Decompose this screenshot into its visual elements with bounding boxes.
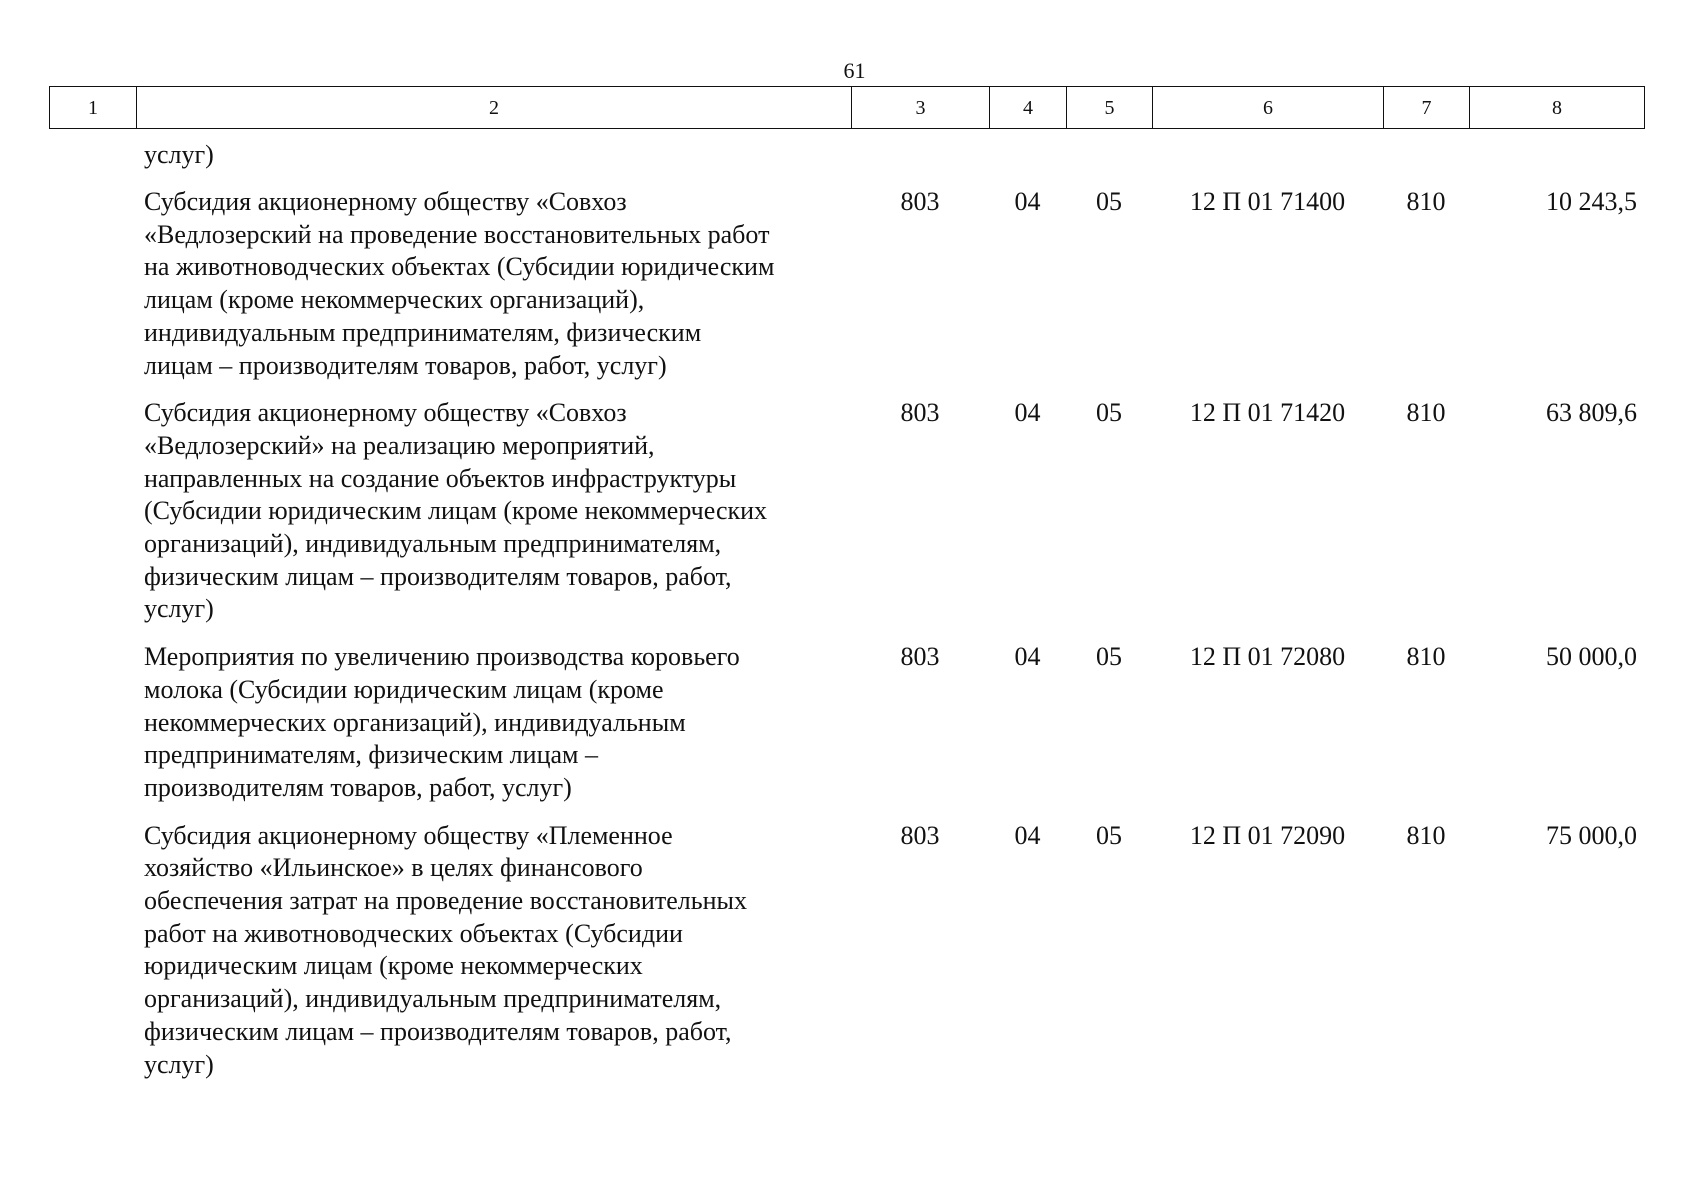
continuation-text: услуг) bbox=[144, 140, 214, 169]
description-line: услуг) bbox=[144, 594, 214, 624]
description-line: лицам (кроме некоммерческих организаций), bbox=[144, 285, 645, 315]
description-line: организаций), индивидуальным предпринимателям, bbox=[144, 529, 722, 559]
table-row bbox=[49, 397, 1645, 626]
row-ministry-code: 803 bbox=[900, 187, 940, 216]
row-ministry-code: 803 bbox=[900, 398, 940, 428]
description-line: лицам – производителям товаров, работ, услуг) bbox=[144, 350, 667, 380]
description-line: «Ведлозерский» на реализацию мероприятий, bbox=[144, 430, 655, 460]
row-description bbox=[136, 641, 851, 805]
description-line: Субсидия акционерному обществу «Совхоз bbox=[144, 187, 627, 216]
table-header bbox=[49, 86, 1645, 129]
description-line: предпринимателям, физическим лицам – bbox=[144, 740, 598, 770]
row-section-code: 04 bbox=[1014, 398, 1041, 428]
page-number: 61 bbox=[843, 58, 866, 83]
row-amount: 63 809,6 bbox=[1546, 398, 1637, 428]
row-cell-1 bbox=[49, 641, 136, 805]
table-row bbox=[49, 820, 1645, 1082]
row-cell-1 bbox=[49, 186, 136, 382]
table-body bbox=[49, 138, 1645, 1096]
table-row bbox=[49, 641, 1645, 805]
row-target-article-code: 12 П 01 72080 bbox=[1189, 642, 1346, 672]
description-line: направленных на создание объектов инфраструктуры bbox=[144, 463, 737, 493]
row-expense-type-code: 810 bbox=[1406, 820, 1446, 850]
header-cell-5: 5 bbox=[1067, 87, 1153, 128]
row-cell-1 bbox=[49, 820, 136, 1082]
description-line: (Субсидии юридическим лицам (кроме некоммерческих bbox=[144, 496, 768, 526]
row-description bbox=[136, 820, 851, 1082]
row-target-article-code: 12 П 01 71400 bbox=[1189, 187, 1346, 216]
header-cell-8: 8 bbox=[1552, 96, 1562, 119]
row-target-article-code: 12 П 01 72090 bbox=[1189, 820, 1346, 850]
description-line: обеспечения затрат на проведение восстановительных bbox=[144, 886, 747, 916]
row-subsection-code: 05 bbox=[1096, 642, 1122, 672]
row-amount: 75 000,0 bbox=[1546, 820, 1637, 850]
row-section-code: 04 bbox=[1014, 642, 1041, 672]
row-subsection-code: 05 bbox=[1096, 398, 1122, 428]
description-line: некоммерческих организаций), индивидуальным bbox=[144, 707, 686, 737]
description-line: физическим лицам – производителям товаров, работ, bbox=[144, 1016, 732, 1046]
row-subsection-code: 05 bbox=[1096, 187, 1122, 216]
row-expense-type-code: 810 bbox=[1406, 642, 1446, 672]
description-line: Мероприятия по увеличению производства коровьего bbox=[144, 642, 740, 672]
description-line: Субсидия акционерному обществу «Племенное bbox=[144, 820, 673, 850]
description-line: физическим лицам – производителям товаров, работ, bbox=[144, 561, 732, 591]
header-cell-3: 3 bbox=[852, 87, 990, 128]
row-cell-1 bbox=[49, 397, 136, 626]
row-expense-type-code: 810 bbox=[1406, 187, 1446, 216]
description-line: организаций), индивидуальным предпринимателям, bbox=[144, 984, 722, 1014]
row-expense-type-code: 810 bbox=[1406, 398, 1446, 428]
description-line: работ на животноводческих объектах (Субсидии bbox=[144, 918, 683, 948]
description-line: Субсидия акционерному обществу «Совхоз bbox=[144, 398, 627, 428]
table-row bbox=[49, 186, 1645, 382]
row-ministry-code: 803 bbox=[900, 642, 940, 672]
description-line: индивидуальным предпринимателям, физическим bbox=[144, 317, 702, 347]
description-line: услуг) bbox=[144, 1049, 214, 1079]
header-cell-7: 7 bbox=[1384, 87, 1470, 128]
row-description bbox=[136, 186, 851, 382]
row-subsection-code: 05 bbox=[1096, 820, 1122, 850]
description-line: производителям товаров, работ, услуг) bbox=[144, 772, 572, 802]
description-line: «Ведлозерский на проведение восстановительных работ bbox=[144, 219, 770, 249]
description-line: юридическим лицам (кроме некоммерческих bbox=[144, 951, 643, 981]
row-ministry-code: 803 bbox=[900, 820, 940, 850]
header-cell-2: 2 bbox=[137, 87, 852, 128]
description-line: молока (Субсидии юридическим лицам (кроме bbox=[144, 674, 664, 704]
description-line: хозяйство «Ильинское» в целях финансового bbox=[144, 853, 643, 883]
row-description bbox=[136, 397, 851, 626]
header-cell-6: 6 bbox=[1153, 87, 1384, 128]
row-section-code: 04 bbox=[1014, 187, 1041, 216]
row-amount: 50 000,0 bbox=[1546, 642, 1637, 672]
header-cell-4: 4 bbox=[990, 87, 1067, 128]
row-target-article-code: 12 П 01 71420 bbox=[1189, 398, 1346, 428]
description-line: на животноводческих объектах (Субсидии юридическим bbox=[144, 252, 775, 282]
row-amount: 10 243,5 bbox=[1546, 187, 1637, 216]
row-section-code: 04 bbox=[1014, 820, 1041, 850]
header-cell-1: 1 bbox=[50, 87, 137, 128]
